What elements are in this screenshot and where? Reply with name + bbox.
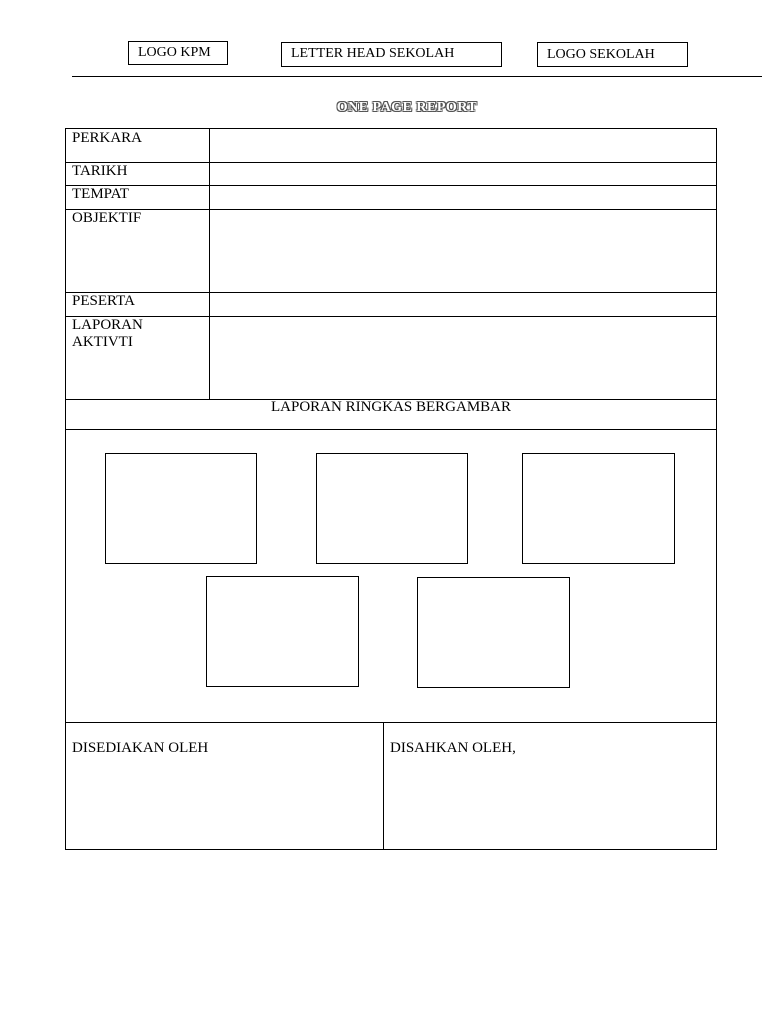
- prepared-by-label: DISEDIAKAN OLEH: [72, 740, 209, 756]
- field-label-aktivti: AKTIVTI: [72, 334, 133, 350]
- row-divider: [66, 722, 716, 723]
- letter-head-placeholder: [281, 42, 502, 67]
- photo-placeholder-1: [105, 453, 257, 564]
- field-label-perkara: PERKARA: [72, 130, 143, 146]
- perkara-field[interactable]: [210, 129, 716, 162]
- letter-head-text: LETTER HEAD SEKOLAH: [291, 46, 455, 61]
- peserta-field[interactable]: [210, 293, 716, 316]
- header-divider: [72, 76, 762, 77]
- page-title: ONE PAGE REPORT: [336, 100, 478, 115]
- logo-sekolah-placeholder: [537, 42, 688, 67]
- photo-placeholder-3: [522, 453, 675, 564]
- tempat-field[interactable]: [210, 186, 716, 209]
- field-label-tempat: TEMPAT: [72, 186, 129, 202]
- pictorial-report-heading: LAPORAN RINGKAS BERGAMBAR: [270, 399, 512, 415]
- approved-by-signature-area[interactable]: [384, 759, 716, 849]
- row-divider: [66, 429, 716, 430]
- logo-sekolah-text: LOGO SEKOLAH: [547, 47, 655, 62]
- tarikh-field[interactable]: [210, 163, 716, 185]
- field-label-tarikh: TARIKH: [72, 163, 128, 179]
- photo-placeholder-5: [417, 577, 570, 688]
- photo-placeholder-2: [316, 453, 468, 564]
- objektif-field[interactable]: [210, 210, 716, 292]
- field-label-peserta: PESERTA: [72, 293, 135, 309]
- report-form: [65, 128, 717, 850]
- prepared-by-signature-area[interactable]: [66, 759, 383, 849]
- field-label-objektif: OBJEKTIF: [72, 210, 142, 226]
- field-label-laporan: LAPORAN: [72, 317, 143, 333]
- laporan-aktiviti-field[interactable]: [210, 317, 716, 399]
- approved-by-label: DISAHKAN OLEH,: [390, 740, 516, 756]
- logo-kpm-text: LOGO KPM: [138, 45, 211, 60]
- logo-kpm-placeholder: [128, 41, 228, 65]
- photo-placeholder-4: [206, 576, 359, 687]
